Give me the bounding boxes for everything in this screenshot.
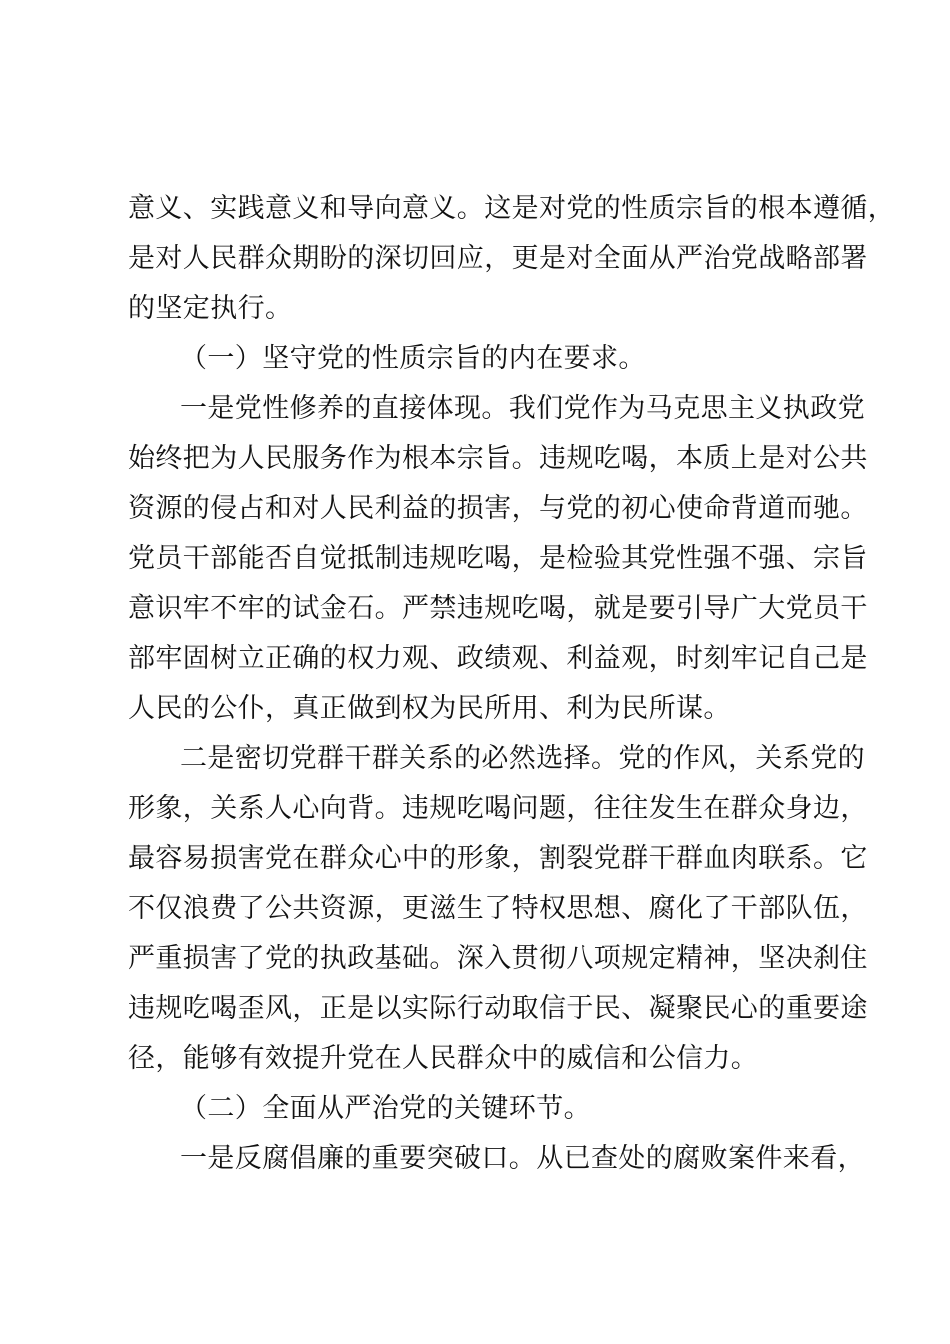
text-line: 意义、实践意义和导向意义。这是对党的性质宗旨的根本遵循， bbox=[128, 193, 896, 224]
paragraph-start-line: 一是反腐倡廉的重要突破口。从已查处的腐败案件来看， bbox=[180, 1143, 865, 1174]
paragraph-start-line: 二是密切党群干群关系的必然选择。党的作风，关系党的 bbox=[180, 743, 865, 774]
text-line: 径，能够有效提升党在人民群众中的威信和公信力。 bbox=[128, 1043, 759, 1074]
text-line: 部牢固树立正确的权力观、政绩观、利益观，时刻牢记自己是 bbox=[128, 643, 868, 674]
text-line: 的坚定执行。 bbox=[128, 293, 293, 324]
text-line: 违规吃喝歪风，正是以实际行动取信于民、凝聚民心的重要途 bbox=[128, 993, 868, 1024]
document-body bbox=[128, 184, 896, 1184]
text-line: 最容易损害党在群众心中的形象，割裂党群干群血肉联系。它 bbox=[128, 843, 868, 874]
text-line: 党员干部能否自觉抵制违规吃喝，是检验其党性强不强、宗旨 bbox=[128, 543, 868, 574]
text-line: 始终把为人民服务作为根本宗旨。违规吃喝，本质上是对公共 bbox=[128, 443, 868, 474]
text-line: 不仅浪费了公共资源，更滋生了特权思想、腐化了干部队伍， bbox=[128, 893, 868, 924]
text-line: 资源的侵占和对人民利益的损害，与党的初心使命背道而驰。 bbox=[128, 493, 868, 524]
text-line: 人民的公仆，真正做到权为民所用、利为民所谋。 bbox=[128, 693, 731, 724]
paragraph-start-line: 一是党性修养的直接体现。我们党作为马克思主义执政党 bbox=[180, 393, 865, 424]
text-line: 严重损害了党的执政基础。深入贯彻八项规定精神，坚决刹住 bbox=[128, 943, 868, 974]
text-line: 形象，关系人心向背。违规吃喝问题，往往发生在群众身边， bbox=[128, 793, 868, 824]
text-line: 意识牢不牢的试金石。严禁违规吃喝，就是要引导广大党员干 bbox=[128, 593, 868, 624]
text-line: 是对人民群众期盼的深切回应，更是对全面从严治党战略部署 bbox=[128, 243, 868, 274]
section-heading: （二）全面从严治党的关键环节。 bbox=[180, 1093, 591, 1124]
section-heading: （一）坚守党的性质宗旨的内在要求。 bbox=[180, 343, 646, 374]
